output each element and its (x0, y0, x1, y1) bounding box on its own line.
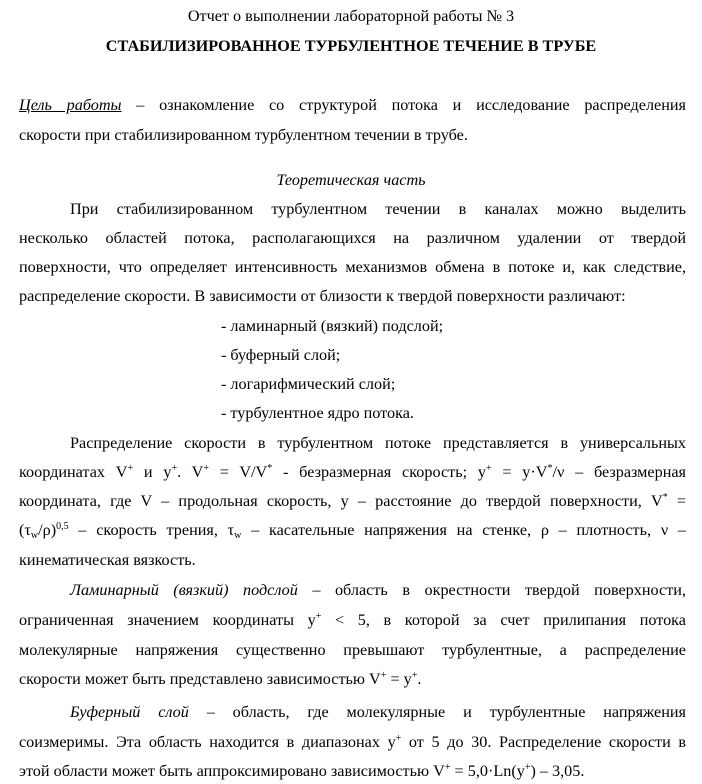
p3-l2-b: < 5, в которой за счет прилипания потока (321, 611, 686, 629)
p2-l2-e: - безразмерная скорость; y (272, 463, 486, 481)
p2-line-2 (19, 462, 686, 485)
sup-plus: + (485, 463, 492, 474)
p2-line-4 (19, 520, 686, 543)
p2-l3-b: = (667, 492, 686, 510)
p4-line-1 (19, 702, 686, 722)
goal-line-1-text: – ознакомление со структурой потока и исследование распределения (121, 96, 686, 114)
p1-line-2: несколько областей потока, располагающихся на различном удалении от твердой (19, 229, 686, 247)
sup-plus: + (380, 670, 387, 681)
goal-line-1 (19, 95, 686, 115)
p2-l4-a: (τ (19, 521, 31, 539)
p1-line-4: распределение скорости. В зависимости от близости к твердой поверхности различают: (19, 287, 626, 305)
sup-star: * (547, 463, 553, 474)
p2-l4-c: – скорость трения, τ (68, 521, 235, 539)
p3-line-3: молекулярные напряжения существенно превышают турбулентные, а распределение (19, 641, 686, 659)
sup-plus: + (524, 762, 531, 773)
p2-l2-c: . V (177, 463, 204, 481)
p2-l2-d: = V/V (208, 463, 268, 481)
goal-line-2: скорости при стабилизированном турбулентном течении в трубе. (19, 126, 468, 144)
sup-plus: + (444, 762, 451, 773)
p4-term: Буферный слой (70, 703, 189, 721)
p2-l3-a: координата, где V – продольная скорость, y – расстояние до твердой поверхности, V (19, 492, 663, 510)
p2-l2-g: /ν – безразмерная (552, 463, 686, 481)
p3-line-1 (19, 580, 686, 600)
sub-w: w (234, 530, 242, 541)
sup-plus: + (127, 463, 134, 474)
p4-l3-c: ) – 3,05. (530, 762, 585, 780)
list-item: - турбулентное ядро потока. (221, 404, 414, 422)
p3-line-4 (19, 669, 686, 692)
sup-plus: + (411, 670, 418, 681)
p2-l2-b: и y (133, 463, 172, 481)
sub-w: w (30, 530, 39, 541)
p4-l2-b: от 5 до 30. Распределение скорости в (401, 733, 686, 751)
p4-l2-a: соизмеримы. Эта область находится в диапазонах y (19, 733, 396, 751)
p2-line-1: Распределение скорости в турбулентном потоке представляется в универсальных (70, 434, 686, 452)
p3-l4-b: = y (386, 670, 412, 688)
goal-label: Цель работы (19, 96, 122, 114)
sup-plus: + (315, 611, 322, 622)
sup-plus: + (203, 463, 209, 474)
p2-line-3 (19, 491, 686, 514)
p1-line-1: При стабилизированном турбулентном течении в каналах можно выделить (70, 200, 686, 218)
sup-star: * (662, 492, 668, 503)
p4-l3-b: = 5,0·Ln(y (450, 762, 525, 780)
p2-l2-f: = y·V (491, 463, 548, 481)
p4-line-2 (19, 732, 686, 755)
p3-l4-c: . (417, 670, 422, 688)
p4-l1-rest: – область, где молекулярные и турбулентные напряжения (188, 703, 686, 721)
sup-plus: + (395, 733, 402, 744)
p3-l1-rest: – область в окрестности твердой поверхности, (297, 581, 686, 599)
work-title: СТАБИЛИЗИРОВАННОЕ ТУРБУЛЕНТНОЕ ТЕЧЕНИЕ В ТРУБЕ (105, 37, 597, 55)
report-title: Отчет о выполнении лабораторной работы № 3 (187, 7, 515, 25)
p3-l2-a: ограниченная значением координаты y (19, 611, 316, 629)
p2-line-5: кинематическая вязкость. (19, 551, 196, 569)
p3-term: Ламинарный (вязкий) подслой (70, 581, 298, 599)
sup-power: 0,5 (56, 521, 69, 532)
p2-l2-a: координатах V (19, 463, 128, 481)
p3-line-2 (19, 610, 686, 633)
list-item: - буферный слой; (221, 346, 341, 364)
p2-l4-b: /ρ) (38, 521, 57, 539)
theory-heading: Теоретическая часть (276, 171, 426, 189)
p4-l3-a: этой области может быть аппроксимировано зависимостью V (19, 762, 445, 780)
sup-plus: + (171, 463, 178, 474)
list-item: - ламинарный (вязкий) подслой; (221, 317, 444, 335)
p3-l4-a: скорости может быть представлено зависимостью V (19, 670, 381, 688)
sup-star: * (267, 463, 273, 474)
p1-line-3: поверхности, что определяет интенсивность механизмов обмена в потоке и, как следствие, (19, 258, 686, 276)
p2-l4-d: – касательные напряжения на стенке, ρ – плотность, ν – (241, 521, 686, 539)
list-item: - логарифмический слой; (221, 375, 396, 393)
